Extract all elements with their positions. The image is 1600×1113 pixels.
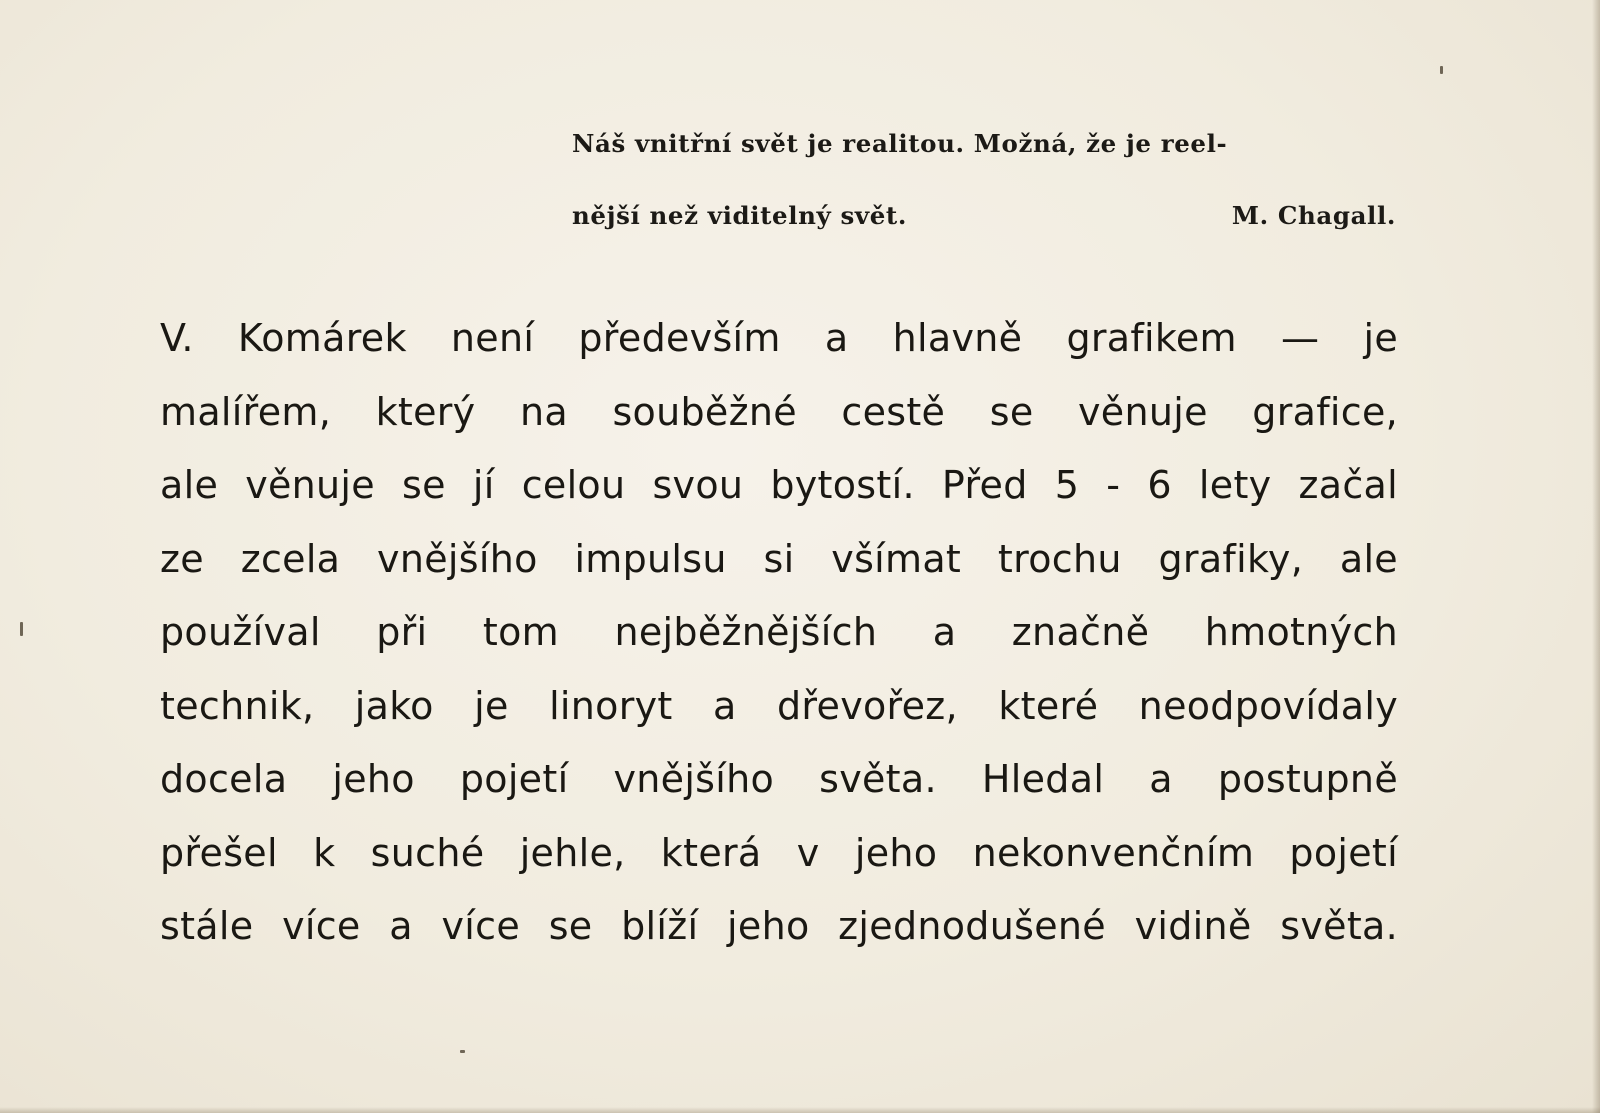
epigraph-line-2-text: nější než viditelný svět. [572, 201, 907, 230]
paper-speck [460, 1050, 465, 1053]
epigraph-quote [572, 122, 1396, 266]
paper-speck [20, 622, 23, 636]
body-line: malířem, který na souběžné cestě se věnuje grafice, [160, 389, 1398, 434]
body-paragraph [160, 308, 1398, 970]
epigraph-line-1-text: Náš vnitřní svět je realitou. Možná, že je reel- [572, 129, 1228, 158]
body-line: používal při tom nejběžnějších a značně hmotných [160, 610, 1398, 654]
body-line: ale věnuje se jí celou svou bytostí. Před 5 - 6 lety začal [160, 463, 1398, 507]
body-line: technik, jako je linoryt a dřevořez, které neodpovídaly [160, 683, 1398, 728]
body-line: přešel k suché jehle, která v jeho nekonvenčním pojetí [160, 830, 1398, 875]
epigraph-line-1 [572, 122, 1396, 194]
paper-speck [1440, 66, 1443, 74]
epigraph-line-2 [572, 194, 1396, 266]
body-line: ze zcela vnějšího impulsu si všímat trochu grafiky, ale [160, 536, 1398, 581]
body-line: V. Komárek není především a hlavně grafikem — je [160, 316, 1398, 360]
body-line: docela jeho pojetí vnějšího světa. Hledal a postupně [160, 757, 1398, 801]
body-line: stále více a více se blíží jeho zjednodušené vidině světa. [160, 904, 1398, 948]
epigraph-author: M. Chagall. [1231, 201, 1396, 230]
